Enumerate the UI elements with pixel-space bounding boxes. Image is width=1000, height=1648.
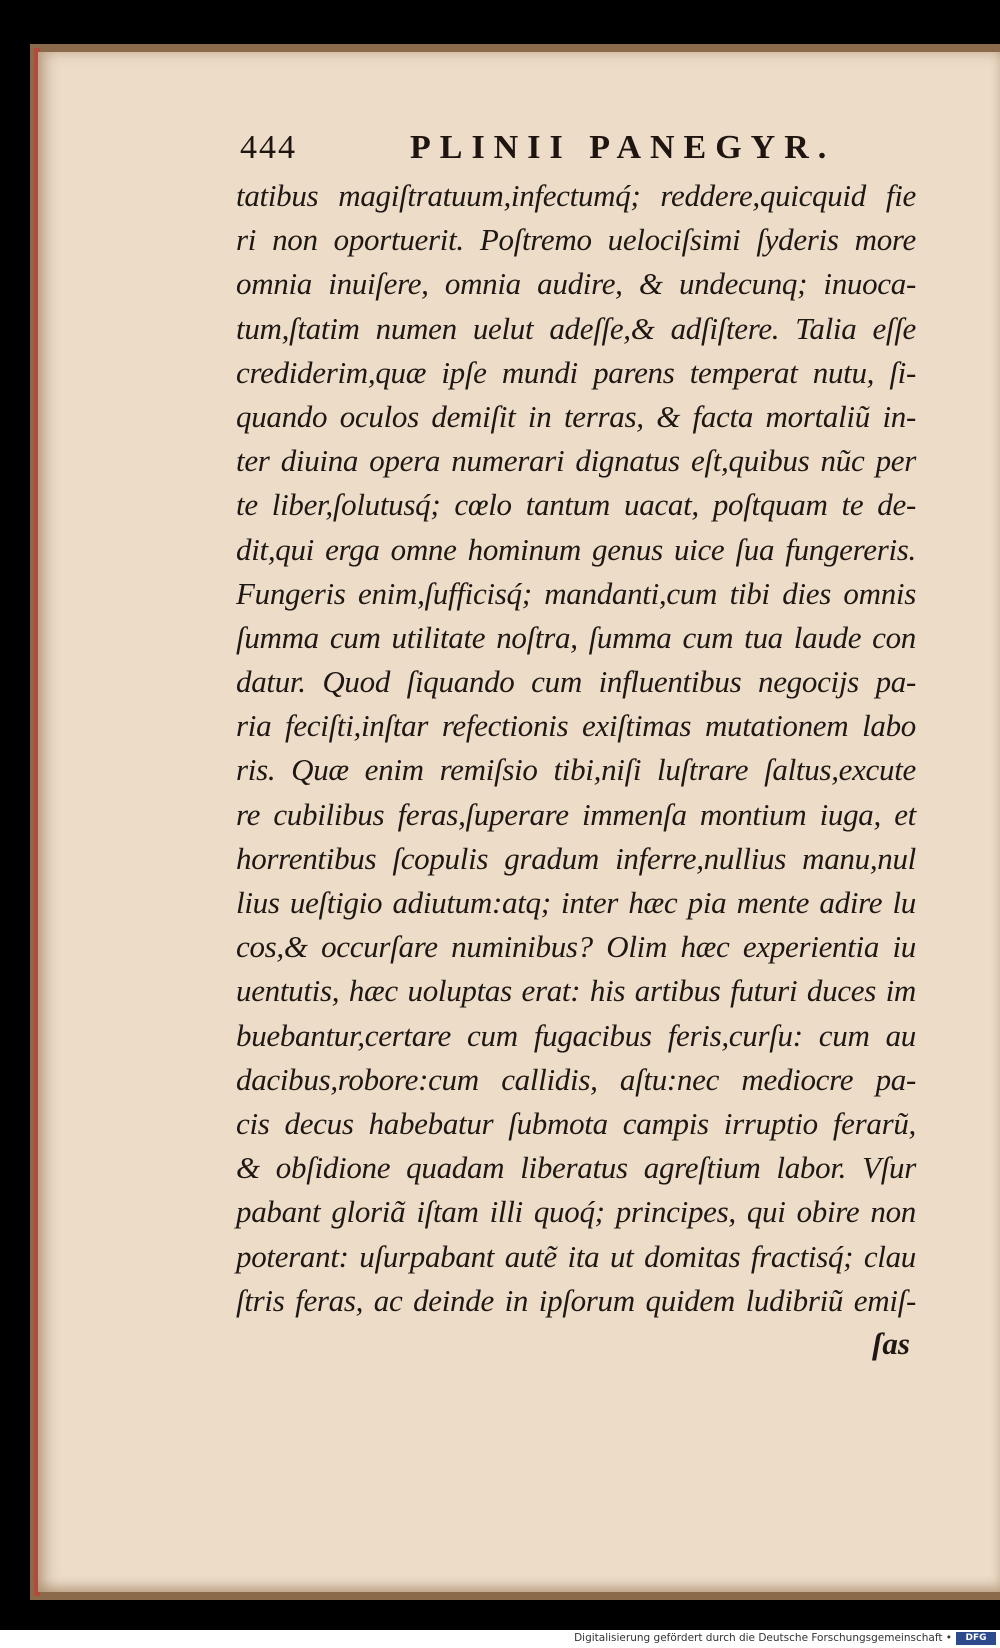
running-title: PLINII PANEGYR. [410,129,836,166]
text-line: & obſidione quadam liberatus agreſtium labor. Vſur [236,1150,916,1186]
text-line: crediderim,quæ ipſe mundi parens temperat nutu, ſi- [236,354,916,390]
text-line: tum,ſtatim numen uelut adeſſe,& adſiſtere. Talia eſſe [236,310,916,346]
catchword: ſas [872,1326,910,1361]
text-line: quando oculos demiſit in terras, & facta mortaliũ in- [236,398,916,434]
funding-credit: Digitalisierung gefördert durch die Deutsche Forschungsgemeinschaft • [574,1632,952,1644]
text-line: datur. Quod ſiquando cum influentibus negocijs pa- [236,664,916,700]
text-line: cis decus habebatur ſubmota campis irruptio ferarũ, [236,1105,916,1141]
text-line: ris. Quæ enim remiſsio tibi,niſi luſtrare ſaltus,excute [236,752,916,788]
text-line: pabant gloriã iſtam illi quoq́; principes, qui obire non [236,1194,916,1230]
text-line: lius ueſtigio adiutum:atq; inter hæc pia mente adire lu [236,885,916,920]
text-line: ſumma cum utilitate noſtra, ſumma cum tua laude con [236,619,916,655]
text-line: horrentibus ſcopulis gradum inferre,nullius manu,nul [236,840,916,876]
text-line: uentutis, hæc uoluptas erat: his artibus futuri duces im [236,973,916,1009]
page-number: 444 [240,129,297,166]
text-line: te liber,ſolutusq́; cœlo tantum uacat, poſtquam te de- [236,487,916,523]
footer-bar [0,1630,1000,1648]
text-line: cos,& occurſare numinibus? Olim hæc experientia iu [236,929,916,965]
text-line: poterant: uſurpabant autẽ ita ut domitas fractisq́; clau [236,1238,916,1274]
text-line: dit,qui erga omne hominum genus uice ſua fungereris. [236,531,916,567]
text-line: Fungeris enim,ſufficisq́; mandanti,cum tibi dies omnis [236,575,916,611]
text-line: ſtris feras, ac deinde in ipſorum quidem ludibriũ emiſ- [236,1282,916,1318]
text-line: omnia inuiſere, omnia audire, & undecunq; inuoca- [236,266,916,302]
text-line: re cubilibus feras,ſuperare immenſa montium iuga, et [236,796,916,832]
running-head [240,126,880,170]
text-line: ter diuina opera numerari dignatus eſt,quibus nũc per [236,443,916,479]
text-line: ria feciſti,inſtar refectionis exiſtimas mutationem labo [236,708,916,744]
text-line: ri non oportuerit. Poſtremo uelociſsimi ſyderis more [236,222,916,258]
dfg-logo: DFG [956,1632,996,1645]
text-line: buebantur,certare cum fugacibus feris,curſu: cum au [236,1017,916,1053]
text-line: tatibus magiſtratuum,infectumq́; reddere,quicquid fie [236,178,916,213]
text-line: dacibus,robore:cum callidis, aſtu:nec mediocre pa- [236,1061,916,1097]
body-text [236,174,916,1323]
